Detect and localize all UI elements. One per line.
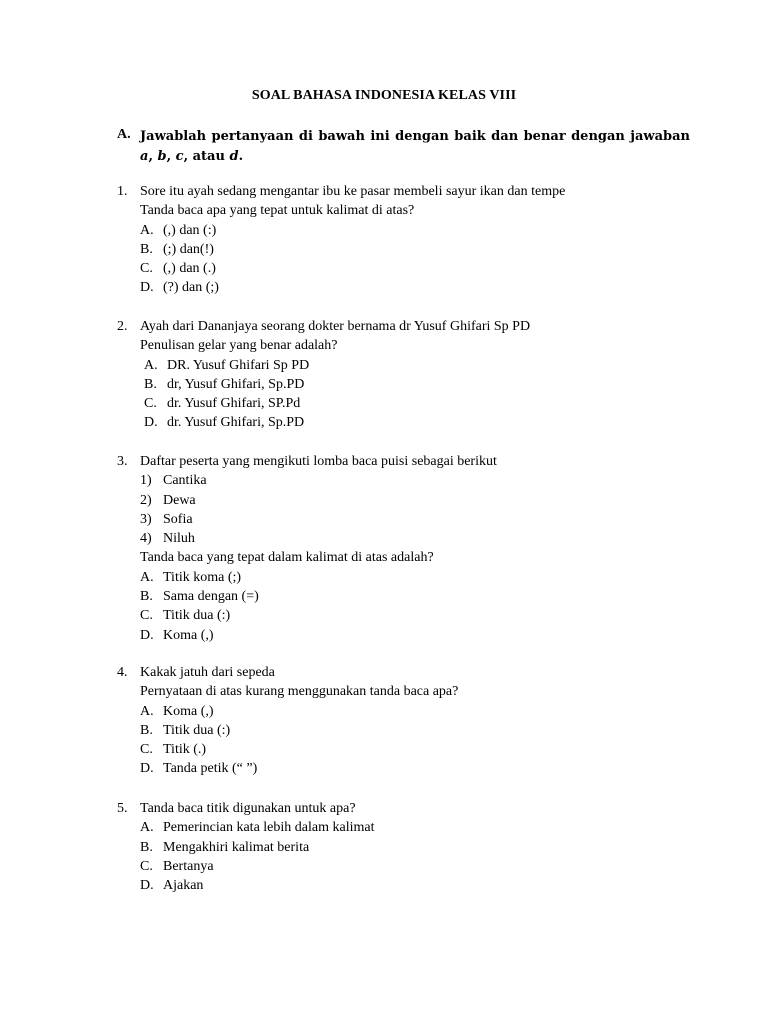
list-item xyxy=(140,529,700,548)
option-label: B. xyxy=(144,376,157,392)
question-text: Tanda baca titik digunakan untuk apa? xyxy=(140,801,356,816)
option-c xyxy=(140,740,700,759)
separator: , xyxy=(148,149,158,164)
question-prompt: Tanda baca yang tepat dalam kalimat di atas adalah? xyxy=(140,550,434,566)
option-d xyxy=(140,278,700,297)
option-a xyxy=(140,356,700,375)
list-label: 2) xyxy=(140,492,152,508)
option-text: Titik (.) xyxy=(163,742,207,758)
list-label: 1) xyxy=(140,473,152,489)
option-text: DR. Yusuf Ghifari Sp PD xyxy=(167,357,310,373)
choice-a: a xyxy=(140,149,149,164)
question-text: Ayah dari Dananjaya seorang dokter bernama dr Yusuf Ghifari Sp PD xyxy=(140,319,531,334)
option-c xyxy=(140,857,700,876)
list-item xyxy=(140,471,700,490)
option-text: Tanda petik (“ ”) xyxy=(163,761,258,777)
question-text: Daftar peserta yang mengikuti lomba baca puisi sebagai berikut xyxy=(140,454,497,469)
option-label: D. xyxy=(140,280,154,296)
list-label: 3) xyxy=(140,511,152,527)
option-text: dr. Yusuf Ghifari, SP.Pd xyxy=(167,396,301,412)
list-text: Sofia xyxy=(163,511,193,527)
option-text: Titik koma (;) xyxy=(163,569,242,585)
option-label: B. xyxy=(140,241,153,257)
option-text: (,) dan (:) xyxy=(163,222,217,238)
question-text: Kakak jatuh dari sepeda xyxy=(140,665,275,680)
question-number: 3. xyxy=(117,454,128,469)
instruction-text: Jawablah pertanyaan di bawah ini dengan baik dan benar dengan jawaban xyxy=(140,129,690,144)
section-marker: A. xyxy=(117,127,131,142)
option-label: C. xyxy=(140,261,153,277)
option-label: D. xyxy=(140,878,154,894)
option-text: Sama dengan (=) xyxy=(163,589,259,605)
question-number: 2. xyxy=(117,319,128,334)
option-label: D. xyxy=(140,627,154,643)
option-text: Mengakhiri kalimat berita xyxy=(163,839,310,855)
option-b xyxy=(140,838,700,857)
option-d xyxy=(140,759,700,778)
question-body xyxy=(140,452,700,645)
option-label: D. xyxy=(140,761,154,777)
list-text: Cantika xyxy=(163,473,207,489)
option-a xyxy=(140,221,700,240)
question-prompt: Pernyataan di atas kurang menggunakan tanda baca apa? xyxy=(140,684,459,700)
option-label: A. xyxy=(144,357,158,373)
question-number: 4. xyxy=(117,665,128,680)
option-label: C. xyxy=(140,858,153,874)
question-body xyxy=(140,182,700,298)
list-item xyxy=(140,491,700,510)
list-item xyxy=(140,510,700,529)
option-c xyxy=(140,394,700,413)
option-label: C. xyxy=(144,396,157,412)
question-number: 1. xyxy=(117,184,128,199)
option-text: Koma (,) xyxy=(163,627,214,643)
option-label: D. xyxy=(144,415,158,431)
option-a xyxy=(140,568,700,587)
question-body xyxy=(140,663,700,779)
option-text: Titik dua (:) xyxy=(163,608,231,624)
option-text: dr. Yusuf Ghifari, Sp.PD xyxy=(167,415,305,431)
question-prompt: Penulisan gelar yang benar adalah? xyxy=(140,338,338,354)
separator: , xyxy=(166,149,176,164)
option-text: Koma (,) xyxy=(163,703,214,719)
option-text: Bertanya xyxy=(163,858,214,874)
option-b xyxy=(140,587,700,606)
option-text: Ajakan xyxy=(163,878,204,894)
option-label: C. xyxy=(140,608,153,624)
choice-c: c xyxy=(175,149,184,164)
option-d xyxy=(140,876,700,895)
option-text: (?) dan (;) xyxy=(163,280,219,296)
option-text: Pemerincian kata lebih dalam kalimat xyxy=(163,820,375,836)
question-prompt: Tanda baca apa yang tepat untuk kalimat di atas? xyxy=(140,203,415,219)
question-text: Sore itu ayah sedang mengantar ibu ke pasar membeli sayur ikan dan tempe xyxy=(140,184,566,199)
question-body xyxy=(140,799,700,895)
option-d xyxy=(140,413,700,432)
option-text: Titik dua (:) xyxy=(163,722,231,738)
option-a xyxy=(140,702,700,721)
list-text: Niluh xyxy=(163,531,195,547)
option-b xyxy=(140,240,700,259)
option-d xyxy=(140,626,700,645)
choice-b: b xyxy=(157,149,167,164)
option-c xyxy=(140,259,700,278)
option-text: (;) dan(!) xyxy=(163,241,214,257)
option-label: B. xyxy=(140,589,153,605)
option-a xyxy=(140,818,700,837)
option-label: A. xyxy=(140,703,154,719)
section-instruction xyxy=(140,127,690,167)
option-b xyxy=(140,721,700,740)
option-label: B. xyxy=(140,839,153,855)
option-label: A. xyxy=(140,569,154,585)
question-body xyxy=(140,317,700,433)
list-text: Dewa xyxy=(163,492,196,508)
separator: . xyxy=(238,149,244,164)
option-label: A. xyxy=(140,820,154,836)
option-label: B. xyxy=(140,722,153,738)
option-b xyxy=(140,375,700,394)
page-title: SOAL BAHASA INDONESIA KELAS VIII xyxy=(251,88,517,103)
option-c xyxy=(140,606,700,625)
question-number: 5. xyxy=(117,801,128,816)
option-label: A. xyxy=(140,222,154,238)
option-text: (,) dan (.) xyxy=(163,261,216,277)
option-text: dr, Yusuf Ghifari, Sp.PD xyxy=(167,376,305,392)
option-label: C. xyxy=(140,742,153,758)
choice-d: d xyxy=(229,149,239,164)
list-label: 4) xyxy=(140,531,152,547)
separator: , atau xyxy=(183,149,230,164)
